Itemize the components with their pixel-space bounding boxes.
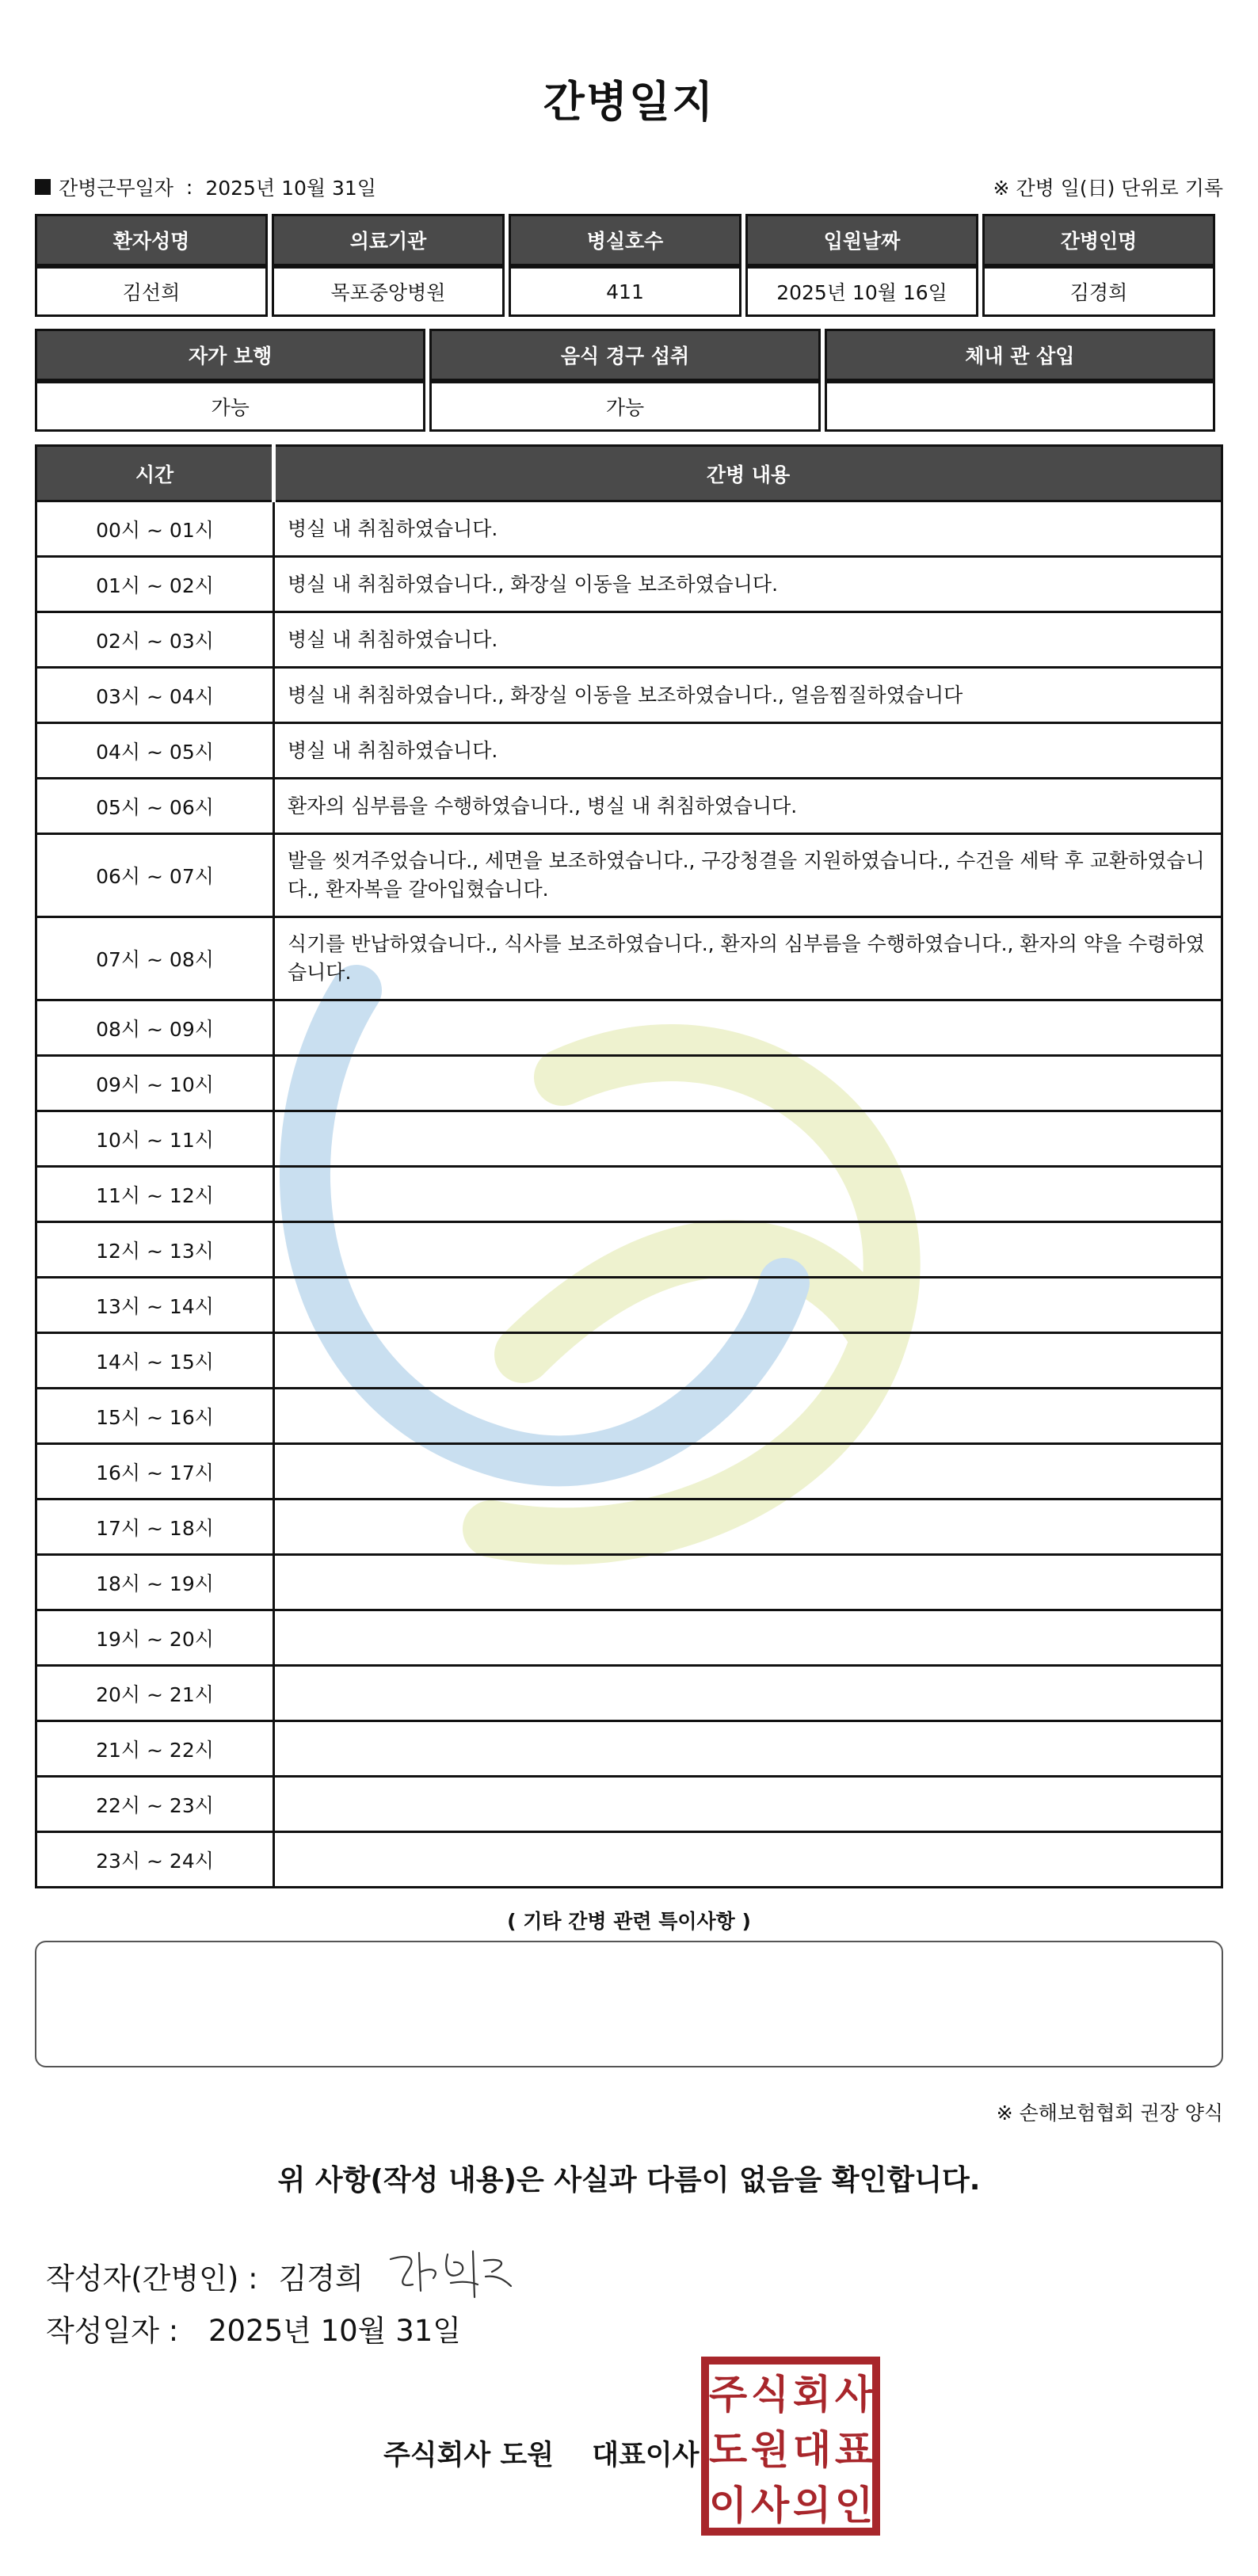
- table-row: [36, 1056, 1222, 1111]
- seal-glyph: 식: [750, 2372, 790, 2418]
- table-row: [36, 1111, 1222, 1167]
- tube-insertion-value: [825, 381, 1215, 432]
- notes-box: [35, 1941, 1223, 2067]
- header-oral-intake: 음식 경구 섭취: [429, 329, 820, 381]
- table-row: [36, 1444, 1222, 1499]
- company-name: 주식회사 도원: [383, 2440, 555, 2471]
- table-row: [36, 779, 1222, 834]
- time-slot: 21시 ~ 22시: [36, 1721, 274, 1777]
- seal-glyph: 원: [750, 2427, 790, 2473]
- writer-row: [46, 2243, 519, 2308]
- header-self-walking: 자가 보행: [35, 329, 425, 381]
- company-seal-icon: [700, 2356, 881, 2536]
- patient-name: 김선희: [35, 266, 268, 317]
- work-date: [35, 173, 376, 201]
- form-note: ※ 손해보험협회 권장 양식: [996, 2102, 1223, 2124]
- table-row: [36, 1721, 1222, 1777]
- time-slot: 08시 ~ 09시: [36, 1000, 274, 1056]
- care-content: 발을 씻겨주었습니다., 세면을 보조하였습니다., 구강청결을 지원하였습니다., 수건을 세탁 후 교환하였습니다., 환자복을 갈아입혔습니다.: [274, 834, 1222, 917]
- time-slot: 03시 ~ 04시: [36, 668, 274, 723]
- table-row: [36, 1777, 1222, 1832]
- care-content: [274, 1499, 1222, 1555]
- seal-glyph: 주: [708, 2372, 748, 2418]
- header-time: 시간: [36, 446, 274, 501]
- care-content: [274, 1333, 1222, 1389]
- table-row: [36, 723, 1222, 779]
- care-content: [274, 1000, 1222, 1056]
- table-row: [36, 1666, 1222, 1721]
- care-content: 병실 내 취침하였습니다.: [274, 612, 1222, 668]
- care-content: [274, 1389, 1222, 1444]
- table-row: [36, 501, 1222, 557]
- header-room: 병실호수: [509, 214, 741, 266]
- seal-glyph: 회: [792, 2372, 832, 2418]
- care-content: [274, 1555, 1222, 1610]
- time-slot: 10시 ~ 11시: [36, 1111, 274, 1167]
- time-slot: 18시 ~ 19시: [36, 1555, 274, 1610]
- care-content: [274, 1111, 1222, 1167]
- time-slot: 02시 ~ 03시: [36, 612, 274, 668]
- time-slot: 12시 ~ 13시: [36, 1222, 274, 1278]
- work-date-value: 2025년 10월 31일: [205, 177, 376, 200]
- admission-date: 2025년 10월 16일: [745, 266, 978, 317]
- time-slot: 07시 ~ 08시: [36, 917, 274, 1000]
- header-admission-date: 입원날짜: [745, 214, 978, 266]
- seal-glyph: 표: [834, 2427, 874, 2473]
- care-content: 식기를 반납하였습니다., 식사를 보조하였습니다., 환자의 심부름을 수행하였습니다., 환자의 약을 수령하였습니다.: [274, 917, 1222, 1000]
- unit-note: ※ 간병 일(日) 단위로 기록: [993, 177, 1223, 200]
- time-slot: 06시 ~ 07시: [36, 834, 274, 917]
- table-row: [36, 612, 1222, 668]
- table-row: [36, 1000, 1222, 1056]
- table-row: [36, 557, 1222, 612]
- time-slot: 09시 ~ 10시: [36, 1056, 274, 1111]
- seal-glyph: 도: [708, 2427, 748, 2473]
- time-slot: 13시 ~ 14시: [36, 1278, 274, 1333]
- time-slot: 19시 ~ 20시: [36, 1610, 274, 1666]
- header-patient-name: 환자성명: [35, 214, 268, 266]
- care-log-table: [35, 444, 1223, 1888]
- work-date-label: 간병근무일자: [59, 177, 173, 200]
- hospital-name: 목포중앙병원: [272, 266, 505, 317]
- written-date-row: [46, 2307, 461, 2349]
- care-content: 환자의 심부름을 수행하였습니다., 병실 내 취침하였습니다.: [274, 779, 1222, 834]
- written-date-value: 2025년 10월 31일: [208, 2314, 462, 2348]
- time-slot: 16시 ~ 17시: [36, 1444, 274, 1499]
- care-content: [274, 1832, 1222, 1888]
- notes-label: ( 기타 간병 관련 특이사항 ): [507, 1910, 751, 1933]
- care-content: [274, 1444, 1222, 1499]
- work-date-colon: :: [185, 175, 193, 199]
- care-content: 병실 내 취침하였습니다., 화장실 이동을 보조하였습니다., 얼음찜질하였습니다: [274, 668, 1222, 723]
- writer-label: 작성자(간병인) :: [46, 2262, 258, 2296]
- table-row: [36, 1333, 1222, 1389]
- signature-icon: [384, 2243, 519, 2308]
- patient-status-table: [31, 329, 1219, 432]
- table-row: [36, 1389, 1222, 1444]
- time-slot: 20시 ~ 21시: [36, 1666, 274, 1721]
- care-content: 병실 내 취침하였습니다.: [274, 501, 1222, 557]
- square-bullet-icon: [35, 179, 51, 195]
- table-row: [36, 917, 1222, 1000]
- care-content: [274, 1721, 1222, 1777]
- table-row: [36, 1278, 1222, 1333]
- table-row: [36, 1610, 1222, 1666]
- table-row: [36, 834, 1222, 917]
- writer-name: 김경희: [278, 2262, 364, 2296]
- table-row: [36, 1167, 1222, 1222]
- table-row: [36, 668, 1222, 723]
- self-walking-value: 가능: [35, 381, 425, 432]
- header-care-content: 간병 내용: [274, 446, 1222, 501]
- care-content: 병실 내 취침하였습니다., 화장실 이동을 보조하였습니다.: [274, 557, 1222, 612]
- seal-glyph: 사: [750, 2483, 790, 2528]
- care-content: [274, 1056, 1222, 1111]
- written-date-label: 작성일자 :: [46, 2314, 179, 2348]
- table-row: [36, 1832, 1222, 1888]
- room-number: 411: [509, 266, 741, 317]
- time-slot: 14시 ~ 15시: [36, 1333, 274, 1389]
- care-content: [274, 1167, 1222, 1222]
- company-signoff: [383, 2433, 699, 2473]
- care-content: [274, 1610, 1222, 1666]
- care-content: 병실 내 취침하였습니다.: [274, 723, 1222, 779]
- table-row: [36, 1222, 1222, 1278]
- time-slot: 23시 ~ 24시: [36, 1832, 274, 1888]
- confirmation-statement: 위 사항(작성 내용)은 사실과 다름이 없음을 확인합니다.: [277, 2164, 981, 2197]
- header-hospital: 의료기관: [272, 214, 505, 266]
- care-content: [274, 1777, 1222, 1832]
- seal-glyph: 이: [708, 2483, 748, 2528]
- seal-glyph: 대: [792, 2427, 832, 2473]
- time-slot: 00시 ~ 01시: [36, 501, 274, 557]
- page-title: 간병일지: [543, 77, 715, 127]
- meta-row: [35, 173, 1223, 204]
- time-slot: 04시 ~ 05시: [36, 723, 274, 779]
- time-slot: 05시 ~ 06시: [36, 779, 274, 834]
- oral-intake-value: 가능: [429, 381, 820, 432]
- patient-info-table: [31, 214, 1219, 317]
- time-slot: 11시 ~ 12시: [36, 1167, 274, 1222]
- table-row: [36, 1499, 1222, 1555]
- care-content: [274, 1278, 1222, 1333]
- seal-glyph: 인: [834, 2483, 874, 2528]
- company-title: 대표이사: [592, 2440, 700, 2471]
- care-content: [274, 1222, 1222, 1278]
- caregiver-name: 김경희: [982, 266, 1215, 317]
- time-slot: 15시 ~ 16시: [36, 1389, 274, 1444]
- time-slot: 17시 ~ 18시: [36, 1499, 274, 1555]
- header-caregiver-name: 간병인명: [982, 214, 1215, 266]
- time-slot: 01시 ~ 02시: [36, 557, 274, 612]
- care-content: [274, 1666, 1222, 1721]
- header-tube-insertion: 체내 관 삽입: [825, 329, 1215, 381]
- table-row: [36, 1555, 1222, 1610]
- time-slot: 22시 ~ 23시: [36, 1777, 274, 1832]
- seal-glyph: 사: [834, 2372, 874, 2418]
- seal-glyph: 의: [792, 2483, 832, 2528]
